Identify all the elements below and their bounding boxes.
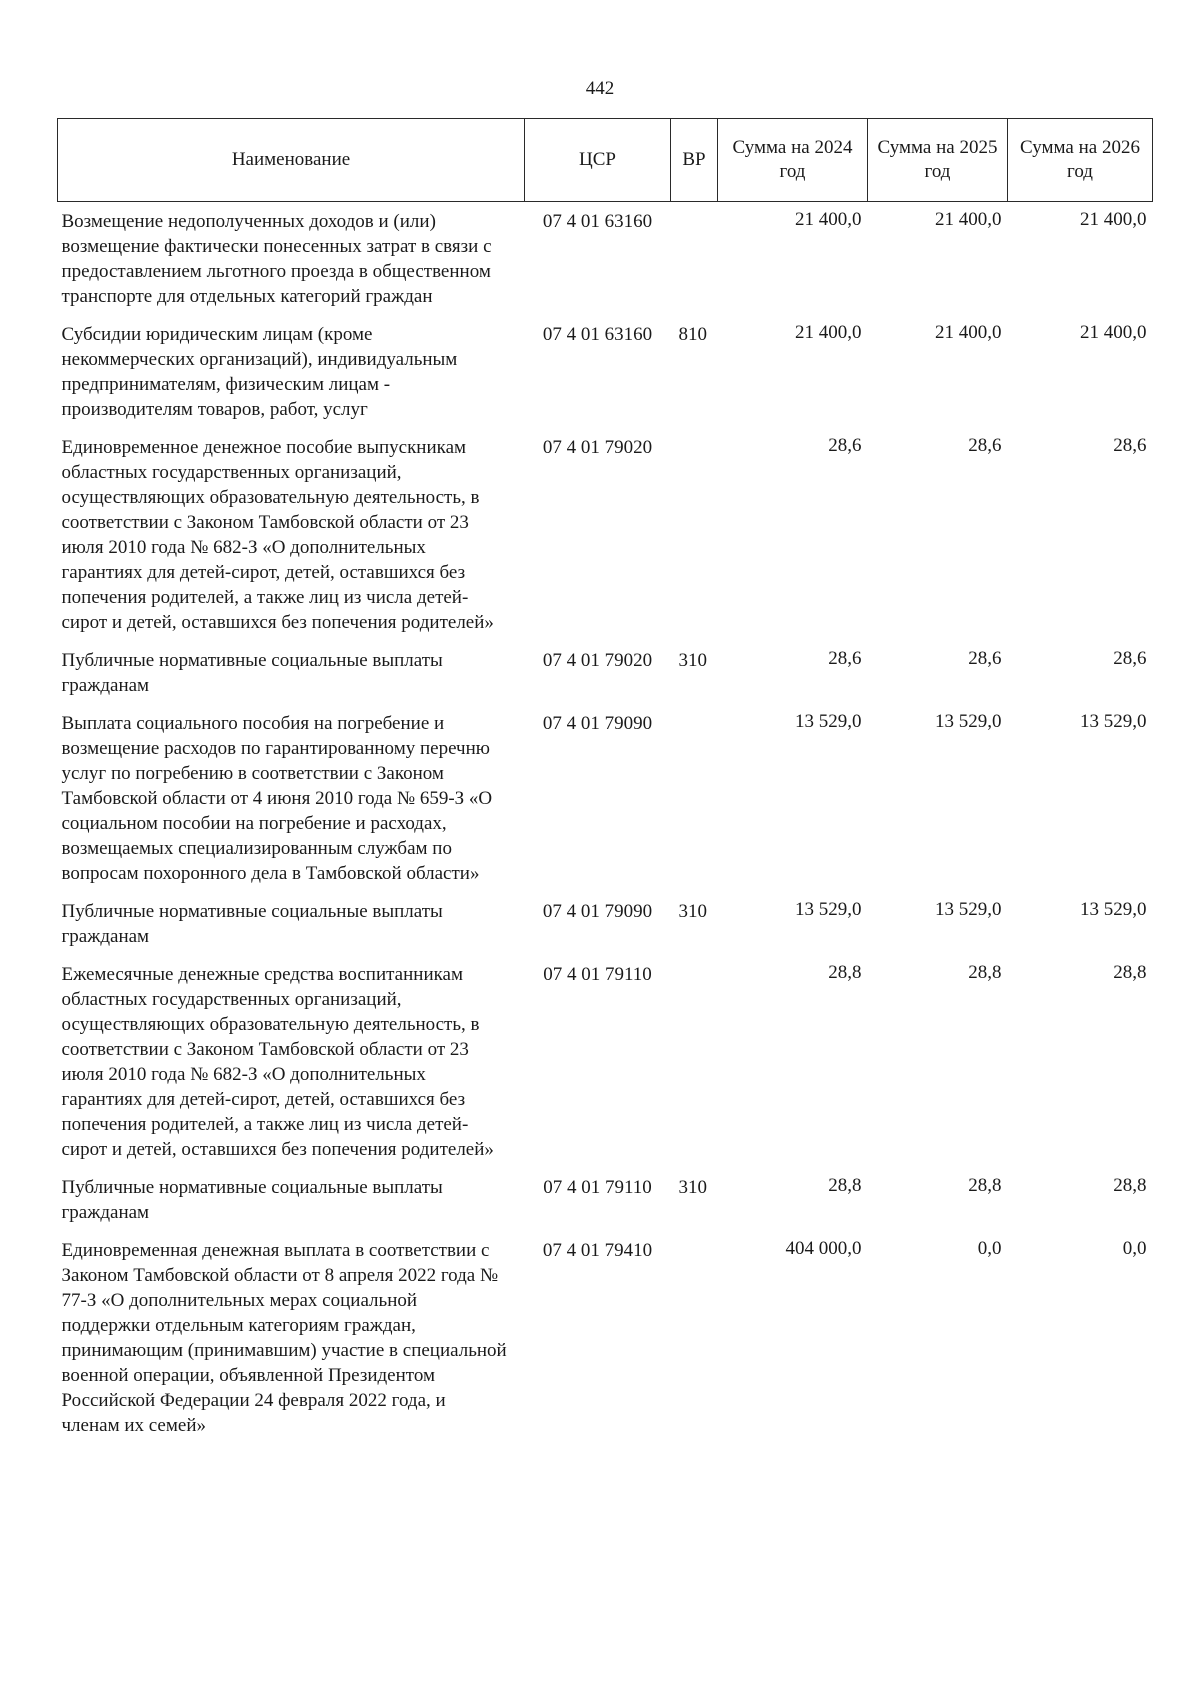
row-csr: 07 4 01 79090 [542,901,653,922]
row-csr: 07 4 01 79090 [542,713,653,734]
row-sum-2024: 21 400,0 [795,209,862,230]
row-name: Публичные нормативные социальные выплаты гражданам [61,1177,443,1223]
row-vr [671,704,718,892]
row-sum-2025: 0,0 [977,1238,1002,1259]
row-sum-2025: 21 400,0 [935,322,1002,343]
row-vr: 310 [678,901,707,922]
row-vr: 310 [678,650,707,671]
row-sum-2026: 13 529,0 [1080,899,1147,920]
row-sum-2025: 28,8 [968,1175,1002,1196]
row-sum-2025: 13 529,0 [935,711,1002,732]
row-vr [671,428,718,641]
row-sum-2026: 21 400,0 [1080,209,1147,230]
row-csr: 07 4 01 79110 [543,1177,652,1198]
row-vr: 310 [678,1177,707,1198]
row-sum-2024: 28,8 [828,1175,862,1196]
row-sum-2025: 28,6 [968,435,1002,456]
row-sum-2024: 21 400,0 [795,322,862,343]
row-csr: 07 4 01 63160 [542,324,653,345]
table-header-row [58,119,1153,202]
row-sum-2026: 0,0 [1122,1238,1147,1259]
table-row [58,955,1153,1168]
row-name: Публичные нормативные социальные выплаты гражданам [61,901,443,947]
row-sum-2026: 28,6 [1113,435,1147,456]
row-csr: 07 4 01 79110 [543,964,652,985]
row-csr: 07 4 01 79410 [542,1240,653,1261]
budget-table [57,118,1153,1444]
row-sum-2025: 28,8 [968,962,1002,983]
row-sum-2026: 21 400,0 [1080,322,1147,343]
header-name: Наименование [58,119,525,202]
row-vr [671,202,718,316]
row-name: Единовременная денежная выплата в соответствии с Законом Тамбовской области от 8 апреля 2022 года № 77-З «О дополнительных мерах социальной поддержки отдельным категориям граждан, принимающим (принимавшим) участие в специальной военной операции, объявленной Президентом Российской Федерации 24 февраля 2022 года, и членам их семей» [61,1240,507,1436]
table-row [58,1168,1153,1231]
table-row [58,202,1153,316]
row-sum-2024: 28,6 [828,648,862,669]
table-row [58,1231,1153,1444]
row-sum-2024: 28,8 [828,962,862,983]
page-number: 442 [585,78,615,99]
row-vr [671,1231,718,1444]
table-row [58,428,1153,641]
row-name: Субсидии юридическим лицам (кроме некоммерческих организаций), индивидуальным предпринимателям, физическим лицам - производителям товаров, работ, услуг [61,324,458,420]
row-name: Единовременное денежное пособие выпускникам областных государственных организаций, осуществляющих образовательную деятельность, в соответствии с Законом Тамбовской области от 23 июля 2010 года № 682-З «О дополнительных гарантиях для детей-сирот, детей, оставшихся без попечения родителей, а также лиц из числа детей-сирот и детей, оставшихся без попечения родителей» [61,437,494,633]
row-name: Выплата социального пособия на погребение и возмещение расходов по гарантированному перечню услуг по погребению в соответствии с Законом Тамбовской области от 4 июня 2010 года № 659-З «О социальном пособии на погребение и расходах, возмещаемых специализированным службам по вопросам похоронного дела в Тамбовской области» [61,713,493,884]
header-vr: ВР [671,119,718,202]
row-csr: 07 4 01 79020 [542,650,653,671]
row-sum-2026: 28,6 [1113,648,1147,669]
table-row [58,704,1153,892]
row-name: Публичные нормативные социальные выплаты гражданам [61,650,443,696]
row-csr: 07 4 01 63160 [542,211,653,232]
row-sum-2025: 28,6 [968,648,1002,669]
row-name: Возмещение недополученных доходов и (или) возмещение фактически понесенных затрат в связи с предоставлением льготного проезда в общественном транспорте для отдельных категорий граждан [61,211,492,307]
header-sum-2024: Сумма на 2024 год [718,119,868,202]
row-csr: 07 4 01 79020 [542,437,653,458]
row-sum-2026: 28,8 [1113,1175,1147,1196]
row-sum-2026: 28,8 [1113,962,1147,983]
header-sum-2025: Сумма на 2025 год [868,119,1008,202]
row-sum-2025: 13 529,0 [935,899,1002,920]
row-name: Ежемесячные денежные средства воспитанникам областных государственных организаций, осуществляющих образовательную деятельность, в соответствии с Законом Тамбовской области от 23 июля 2010 года № 682-З «О дополнительных гарантиях для детей-сирот, детей, оставшихся без попечения родителей, а также лиц из числа детей-сирот и детей, оставшихся без попечения родителей» [61,964,494,1160]
row-sum-2025: 21 400,0 [935,209,1002,230]
table-row [58,641,1153,704]
row-sum-2024: 13 529,0 [795,711,862,732]
row-sum-2024: 404 000,0 [785,1238,862,1259]
header-sum-2026: Сумма на 2026 год [1008,119,1153,202]
table-row [58,315,1153,428]
row-vr [671,955,718,1168]
header-csr: ЦСР [525,119,671,202]
row-sum-2026: 13 529,0 [1080,711,1147,732]
row-sum-2024: 28,6 [828,435,862,456]
table-row [58,892,1153,955]
row-sum-2024: 13 529,0 [795,899,862,920]
row-vr: 810 [678,324,707,345]
